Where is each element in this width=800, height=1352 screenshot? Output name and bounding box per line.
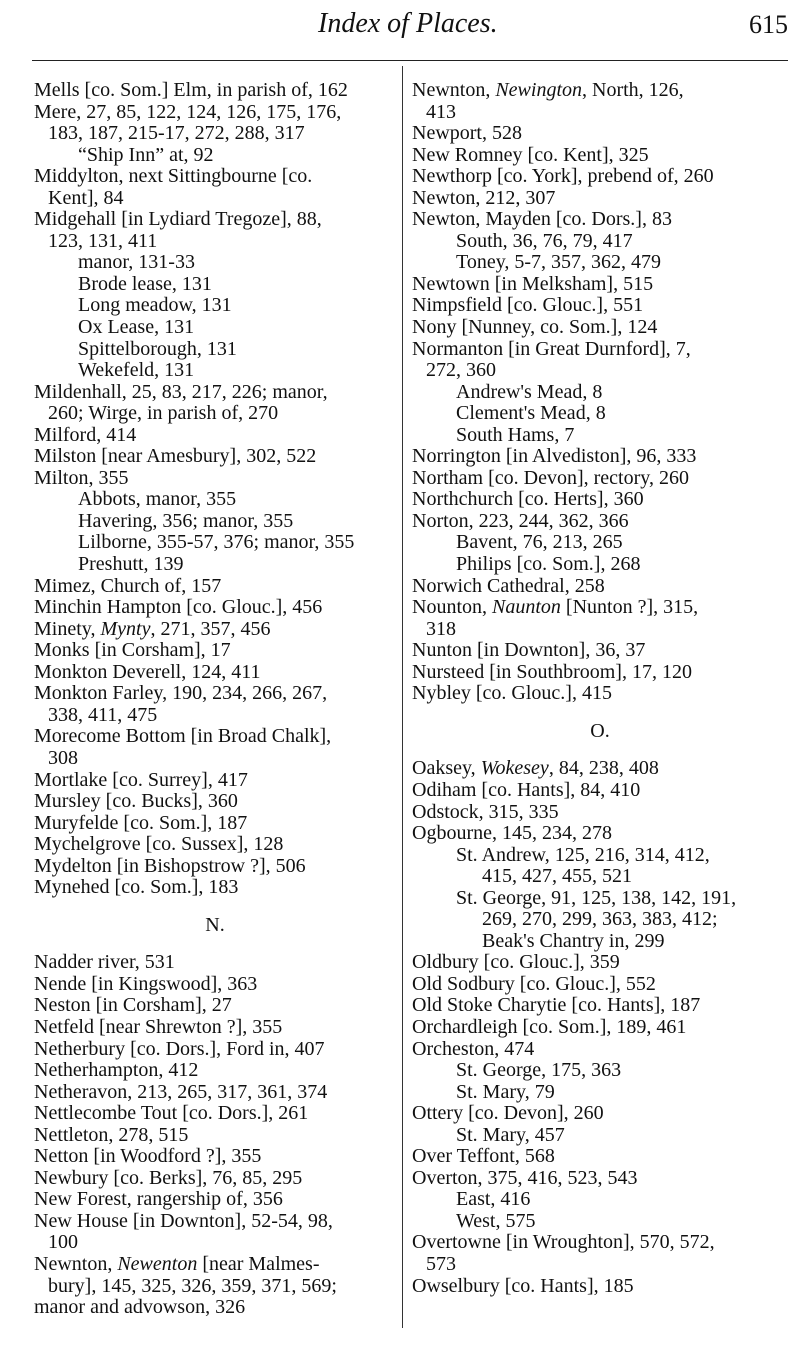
index-entry: Netherbury [co. Dors.], Ford in, 407 xyxy=(34,1037,325,1060)
index-subentry: West, 575 xyxy=(456,1209,536,1232)
index-entry: Over Teffont, 568 xyxy=(412,1145,555,1168)
index-subentry: St. George, 175, 363 xyxy=(456,1059,622,1082)
index-entry: Midgehall [in Lydiard Tregoze], 88, xyxy=(34,208,322,231)
index-subentry: Lilborne, 355-57, 376; manor, 355 xyxy=(78,531,355,554)
header-rule xyxy=(32,60,788,61)
index-entry: Newnton, Newenton [near Malmes- xyxy=(34,1252,320,1275)
index-entry: Mychelgrove [co. Sussex], 128 xyxy=(34,833,284,856)
index-entry: Mortlake [co. Surrey], 417 xyxy=(34,768,248,791)
page-number: 615 xyxy=(749,10,788,39)
index-entry: Newthorp [co. York], prebend of, 260 xyxy=(412,165,714,188)
index-subentry: Long meadow, 131 xyxy=(78,294,232,317)
index-entry: Monkton Deverell, 124, 411 xyxy=(34,660,261,683)
index-entry: Mildenhall, 25, 83, 217, 226; manor, xyxy=(34,380,328,403)
index-entry: Minety, Mynty, 271, 357, 456 xyxy=(34,617,271,640)
index-subentry: East, 416 xyxy=(456,1188,531,1211)
index-subentry: St. Mary, 457 xyxy=(456,1123,565,1146)
index-entry: Ottery [co. Devon], 260 xyxy=(412,1102,604,1125)
index-entry: Owselbury [co. Hants], 185 xyxy=(412,1274,634,1297)
index-entry: Oldbury [co. Glouc.], 359 xyxy=(412,951,620,974)
index-entry: Old Sodbury [co. Glouc.], 552 xyxy=(412,972,656,995)
index-entry: Odiham [co. Hants], 84, 410 xyxy=(412,778,641,801)
index-subentry: South Hams, 7 xyxy=(456,423,575,446)
index-entry-continuation: 413 xyxy=(426,100,456,123)
index-subentry: Havering, 356; manor, 355 xyxy=(78,509,294,532)
index-entry: Oaksey, Wokesey, 84, 238, 408 xyxy=(412,757,659,780)
index-entry: New Romney [co. Kent], 325 xyxy=(412,143,649,166)
index-entry: Morecome Bottom [in Broad Chalk], xyxy=(34,725,332,748)
index-subentry: Ox Lease, 131 xyxy=(78,316,195,339)
index-subentry: Preshutt, 139 xyxy=(78,553,184,576)
index-entry: Nony [Nunney, co. Som.], 124 xyxy=(412,316,658,339)
index-entry-continuation: 338, 411, 475 xyxy=(48,703,158,726)
index-entry-continuation: Kent], 84 xyxy=(48,186,124,209)
index-subentry-continuation: 415, 427, 455, 521 xyxy=(482,865,632,888)
index-entry: Neston [in Corsham], 27 xyxy=(34,994,232,1017)
column-divider xyxy=(402,66,403,1328)
index-entry: Netherhampton, 412 xyxy=(34,1059,199,1082)
section-letter-o: O. xyxy=(590,719,610,742)
index-entry: Norwich Cathedral, 258 xyxy=(412,574,605,597)
index-entry: Nadder river, 531 xyxy=(34,951,175,974)
index-entry: Netton [in Woodford ?], 355 xyxy=(34,1145,262,1168)
index-entry: Mimez, Church of, 157 xyxy=(34,574,222,597)
index-subentry: Philips [co. Som.], 268 xyxy=(456,553,641,576)
index-entry: Mells [co. Som.] Elm, in parish of, 162 xyxy=(34,79,348,101)
index-subentry: Bavent, 76, 213, 265 xyxy=(456,531,623,554)
index-subentry-continuation: Beak's Chantry in, 299 xyxy=(482,929,665,952)
index-subentry: Wekefeld, 131 xyxy=(78,359,195,382)
index-entry: Milford, 414 xyxy=(34,423,137,446)
index-entry: Netheravon, 213, 265, 317, 361, 374 xyxy=(34,1080,328,1103)
index-entry: Newtown [in Melksham], 515 xyxy=(412,272,654,295)
index-subentry: Spittelborough, 131 xyxy=(78,337,237,360)
index-entry: Normanton [in Great Durnford], 7, xyxy=(412,337,691,360)
index-entry: Mydelton [in Bishopstrow ?], 506 xyxy=(34,854,306,877)
index-entry-continuation: 100 xyxy=(48,1231,78,1254)
index-entry: manor and advowson, 326 xyxy=(34,1296,246,1319)
index-entry: Newnton, Newington, North, 126, xyxy=(412,79,684,101)
index-entry: Nettlecombe Tout [co. Dors.], 261 xyxy=(34,1102,309,1125)
index-subentry: manor, 131-33 xyxy=(78,251,195,274)
index-entry-continuation: 260; Wirge, in parish of, 270 xyxy=(48,402,279,425)
index-entry: Middylton, next Sittingbourne [co. xyxy=(34,165,313,188)
index-entry: Newbury [co. Berks], 76, 85, 295 xyxy=(34,1166,303,1189)
index-entry: Orchardleigh [co. Som.], 189, 461 xyxy=(412,1015,687,1038)
index-entry: Overton, 375, 416, 523, 543 xyxy=(412,1166,638,1189)
index-entry: Mursley [co. Bucks], 360 xyxy=(34,790,238,813)
index-entry: Muryfelde [co. Som.], 187 xyxy=(34,811,248,834)
index-subentry: St. Mary, 79 xyxy=(456,1080,555,1103)
index-entry: Odstock, 315, 335 xyxy=(412,800,559,823)
index-entry: Nunton [in Downton], 36, 37 xyxy=(412,639,646,662)
index-subentry: South, 36, 76, 79, 417 xyxy=(456,229,633,252)
index-subentry-continuation: 269, 270, 299, 363, 383, 412; xyxy=(482,908,718,931)
index-subentry: Andrew's Mead, 8 xyxy=(456,380,603,403)
page-header xyxy=(0,0,800,50)
index-entry-continuation: 272, 360 xyxy=(426,359,496,382)
left-column xyxy=(34,80,396,1319)
index-subentry: Brode lease, 131 xyxy=(78,272,212,295)
index-entry: Northchurch [co. Herts], 360 xyxy=(412,488,644,511)
index-entry: Overtowne [in Wroughton], 570, 572, xyxy=(412,1231,715,1254)
index-entry: Netfeld [near Shrewton ?], 355 xyxy=(34,1015,283,1038)
index-entry: Milston [near Amesbury], 302, 522 xyxy=(34,445,317,468)
index-entry: Nounton, Naunton [Nunton ?], 315, xyxy=(412,596,699,619)
index-entry-continuation: 123, 131, 411 xyxy=(48,229,158,252)
index-entry: Nettleton, 278, 515 xyxy=(34,1123,189,1146)
index-entry: Nimpsfield [co. Glouc.], 551 xyxy=(412,294,644,317)
index-subentry: Clement's Mead, 8 xyxy=(456,402,606,425)
index-subentry: “Ship Inn” at, 92 xyxy=(78,143,214,166)
index-subentry: St. Andrew, 125, 216, 314, 412, xyxy=(456,843,710,866)
section-letter-n: N. xyxy=(205,913,225,936)
index-entry: Monkton Farley, 190, 234, 266, 267, xyxy=(34,682,328,705)
index-entry: Newport, 528 xyxy=(412,122,522,145)
index-entry: Milton, 355 xyxy=(34,466,129,489)
index-entry: Ogbourne, 145, 234, 278 xyxy=(412,822,612,845)
running-title: Index of Places. xyxy=(318,8,498,39)
index-subentry: Toney, 5-7, 357, 362, 479 xyxy=(456,251,662,274)
index-entry: Minchin Hampton [co. Glouc.], 456 xyxy=(34,596,323,619)
index-subentry: Abbots, manor, 355 xyxy=(78,488,237,511)
index-entry-continuation: 183, 187, 215-17, 272, 288, 317 xyxy=(48,122,305,145)
index-entry-continuation: bury], 145, 325, 326, 359, 371, 569; xyxy=(48,1274,337,1297)
index-entry: New House [in Downton], 52-54, 98, xyxy=(34,1209,333,1232)
index-entry: Mynehed [co. Som.], 183 xyxy=(34,876,239,899)
index-subentry: St. George, 91, 125, 138, 142, 191, xyxy=(456,886,737,909)
index-entry: Mere, 27, 85, 122, 124, 126, 175, 176, xyxy=(34,100,342,123)
index-entry: Monks [in Corsham], 17 xyxy=(34,639,231,662)
index-entry-continuation: 318 xyxy=(426,617,456,640)
index-entry: Northam [co. Devon], rectory, 260 xyxy=(412,466,689,489)
index-entry-continuation: 308 xyxy=(48,746,78,769)
index-entry: Nursteed [in Southbroom], 17, 120 xyxy=(412,660,692,683)
index-entry: Newton, Mayden [co. Dors.], 83 xyxy=(412,208,672,231)
index-entry-continuation: 573 xyxy=(426,1252,456,1275)
right-column xyxy=(412,80,788,1297)
index-entry: Norrington [in Alvediston], 96, 333 xyxy=(412,445,697,468)
index-entry: Old Stoke Charytie [co. Hants], 187 xyxy=(412,994,701,1017)
index-entry: Nybley [co. Glouc.], 415 xyxy=(412,682,612,705)
index-entry: Nende [in Kingswood], 363 xyxy=(34,972,258,995)
index-entry: Norton, 223, 244, 362, 366 xyxy=(412,509,629,532)
index-entry: Newton, 212, 307 xyxy=(412,186,556,209)
index-entry: Orcheston, 474 xyxy=(412,1037,535,1060)
index-entry: New Forest, rangership of, 356 xyxy=(34,1188,283,1211)
